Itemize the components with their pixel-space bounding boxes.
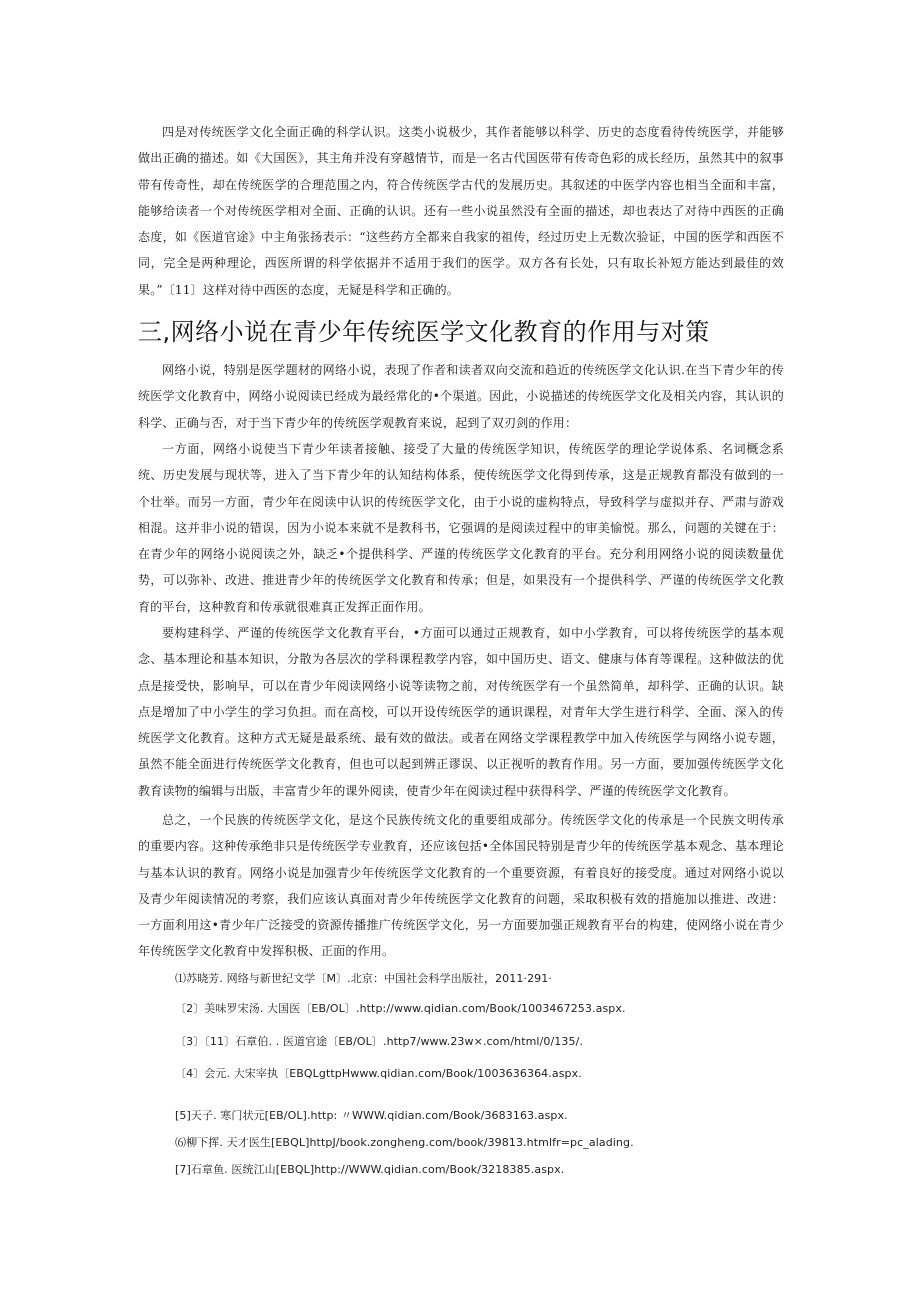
reference-5: [5]天子. 寒门状元[EB/OL].http: 〃WWW.qidian.com/Book/3683163.aspx. — [175, 1109, 568, 1122]
body-paragraph-2: 一方面，网络小说使当下青少年读者接触、接受了大量的传统医学知识，传统医学的理论学说体系、名词概念系统、历史发展与现状等，进入了当下青少年的认知结构体系，使传统医学文化得到传承，这是正规教育都没有做到的一个壮举。而另一方面，青少年在阅读中认识的传统医学文化，由于小说的虚构特点，导致科学与虚拟并存、严肃与游戏相混。这并非小说的错误，因为小说本来就不是教科书，它强调的是阅读过程中的审美愉悦。那么，问题的关键在于：在青少年的网络小说阅读之外，缺乏•个提供科学、严谨的传统医学文化教育的平台。充分利用网络小说的阅读数量优势，可以弥补、改进、推进青少年的传统医学文化教育和传承；但是，如果没有一个提供科学、严谨的传统医学文化教育的平台，这种教育和传承就很难真正发挥正面作用。 — [138, 442, 784, 614]
reference-6: ⑹柳下挥. 天才医生[EBQL]httpJ/book.zongheng.com/book/39813.htmlfr=pc_alading. — [175, 1136, 634, 1149]
reference-7: [7]石章鱼. 医统江山[EBQL]http://WWW.qidian.com/Book/3218385.aspx. — [175, 1163, 565, 1176]
reference-2: 〔2〕美味罗宋汤. 大国医〔EB/OL〕.http://www.qidian.com/Book/1003467253.aspx. — [175, 1002, 626, 1015]
body-paragraph-3: 要构建科学、严谨的传统医学文化教育平台，•方面可以通过正规教育，如中小学教育，可以将传统医学的基本观念、基本理论和基本知识，分散为各层次的学科课程教学内容，如中国历史、语文、健康与体育等课程。这种做法的优点是接受快，影响早，可以在青少年阅读网络小说等读物之前，对传统医学有一个虽然简单，却科学、正确的认识。缺点是增加了中小学生的学习负担。而在高校，可以开设传统医学的通识课程，对青年大学生进行科学、全面、深入的传统医学文化教育。这种方式无疑是最系统、最有效的做法。或者在网络文学课程教学中加入传统医学与网络小说专题，虽然不能全面进行传统医学文化教育，但也可以起到辨正谬误、以正视听的教育作用。另一方面，要加强传统医学文化教育读物的编辑与出版，丰富青少年的课外阅读，使青少年在阅读过程中获得科学、严谨的传统医学文化教育。 — [138, 626, 784, 798]
reference-3: 〔3〕〔11〕石章伯. . 医道官途〔EB/OL〕.http7/www.23w×.com/html/0/135/. — [175, 1035, 583, 1048]
body-paragraph-1: 网络小说，特别是医学题材的网络小说，表现了作者和读者双向交流和趋近的传统医学文化认识.在当下青少年的传统医学文化教育中，网络小说阅读已经成为最经常化的•个渠道。因此，小说描述的传统医学文化及相关内容，其认识的科学、正确与否，对于当下青少年的传统医学观教育来说，起到了双刃剑的作用： — [138, 363, 784, 430]
body-paragraph-4: 总之，一个民族的传统医学文化，是这个民族传统文化的重要组成部分。传统医学文化的传承是一个民族文明传承的重要内容。这种传承绝非只是传统医学专业教育，还应该包括•全体国民特别是青少年的传统医学基本观念、基本理论与基本认识的教育。网络小说是加强青少年传统医学文化教育的一个重要资源，有着良好的接受度。通过对网络小说以及青少年阅读情况的考察，我们应该认真面对青少年传统医学文化教育的问题，采取积极有效的措施加以推进、改进：一方面利用这•青少年广泛接受的资源传播推广传统医学文化，另一方面要加强正规教育平台的构建，使网络小说在青少年传统医学文化教育中发挥积极、正面的作用。 — [138, 813, 784, 959]
reference-4: 〔4〕会元. 大宋宰执〔EBQLgttpHwww.qidian.com/Book/1003636364.aspx. — [175, 1067, 582, 1080]
intro-paragraph: 四是对传统医学文化全面正确的科学认识。这类小说极少，其作者能够以科学、历史的态度看待传统医学，并能够做出正确的描述。如《大国医》，其主角并没有穿越情节，而是一名古代国医带有传奇色彩的成长经历，虽然其中的叙事带有传奇性，却在传统医学的合理范围之内，符合传统医学古代的发展历史。其叙述的中医学内容也相当全面和丰富，能够给读者一个对传统医学相对全面、正确的认识。还有一些小说虽然没有全面的描述，却也表达了对待中西医的正确态度，如《医道官途》中主角张扬表示：“这些药方全都来自我家的祖传，经过历史上无数次验证，中国的医学和西医不同，完全是两种理论，西医所谓的科学依据并不适用于我们的医学。双方各有长处，只有取长补短方能达到最佳的效果。”〔11〕这样对待中西医的态度，无疑是科学和正确的。 — [138, 125, 784, 297]
reference-1: ⑴苏晓芳. 网络与新世纪文学〔M〕.北京：中国社会科学出版社，2011·291· — [175, 972, 552, 985]
section-heading: 三,网络小说在青少年传统医学文化教育的作用与对策 — [138, 318, 710, 346]
